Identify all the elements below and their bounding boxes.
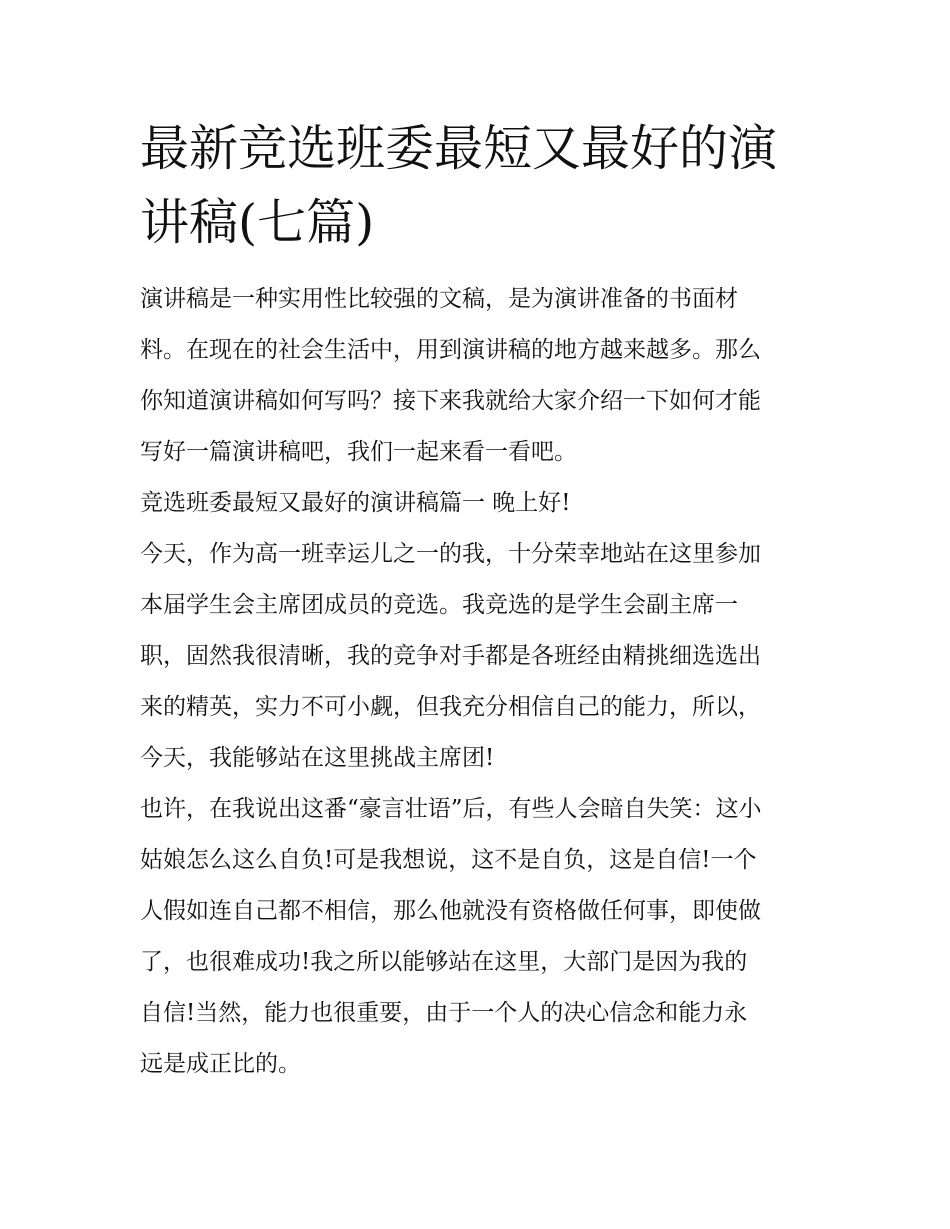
body-line: 演讲稿是一种实用性比较强的文稿，是为演讲准备的书面材 — [140, 286, 738, 312]
body-line: 人假如连自己都不相信，那么他就没有资格做任何事，即使做 — [140, 898, 761, 924]
body-line: 来的精英，实力不可小觑，但我充分相信自己的能力，所以， — [140, 694, 761, 720]
title-line: 讲稿(七篇) — [140, 194, 375, 251]
body-line: 远是成正比的。 — [140, 1051, 301, 1077]
body-line: 自信!当然，能力也很重要，由于一个人的决心信念和能力永 — [140, 1000, 748, 1026]
body-line: 了，也很难成功!我之所以能够站在这里，大部门是因为我的 — [140, 949, 748, 975]
body-line: 本届学生会主席团成员的竞选。我竞选的是学生会副主席一 — [140, 592, 738, 618]
document-title — [140, 112, 820, 260]
body-line: 你知道演讲稿如何写吗？接下来我就给大家介绍一下如何才能 — [140, 388, 761, 414]
section-heading-line: 竞选班委最短又最好的演讲稿篇一 晚上好! — [140, 490, 571, 516]
body-line: 写好一篇演讲稿吧，我们一起来看一看吧。 — [140, 439, 577, 465]
body-line: 今天，我能够站在这里挑战主席团! — [140, 745, 495, 771]
body-line: 料。在现在的社会生活中，用到演讲稿的地方越来越多。那么 — [140, 337, 761, 363]
title-line: 最新竞选班委最短又最好的演 — [140, 120, 778, 177]
body-line: 姑娘怎么这么自负!可是我想说，这不是自负，这是自信!一个 — [140, 847, 757, 873]
document-content — [140, 112, 820, 1090]
document-body — [140, 274, 820, 1090]
body-line: 职，固然我很清晰，我的竞争对手都是各班经由精挑细选选出 — [140, 643, 761, 669]
body-line: 今天，作为高一班幸运儿之一的我，十分荣幸地站在这里参加 — [140, 541, 761, 567]
body-line: 也许，在我说出这番“豪言壮语”后，有些人会暗自失笑：这小 — [140, 796, 762, 822]
